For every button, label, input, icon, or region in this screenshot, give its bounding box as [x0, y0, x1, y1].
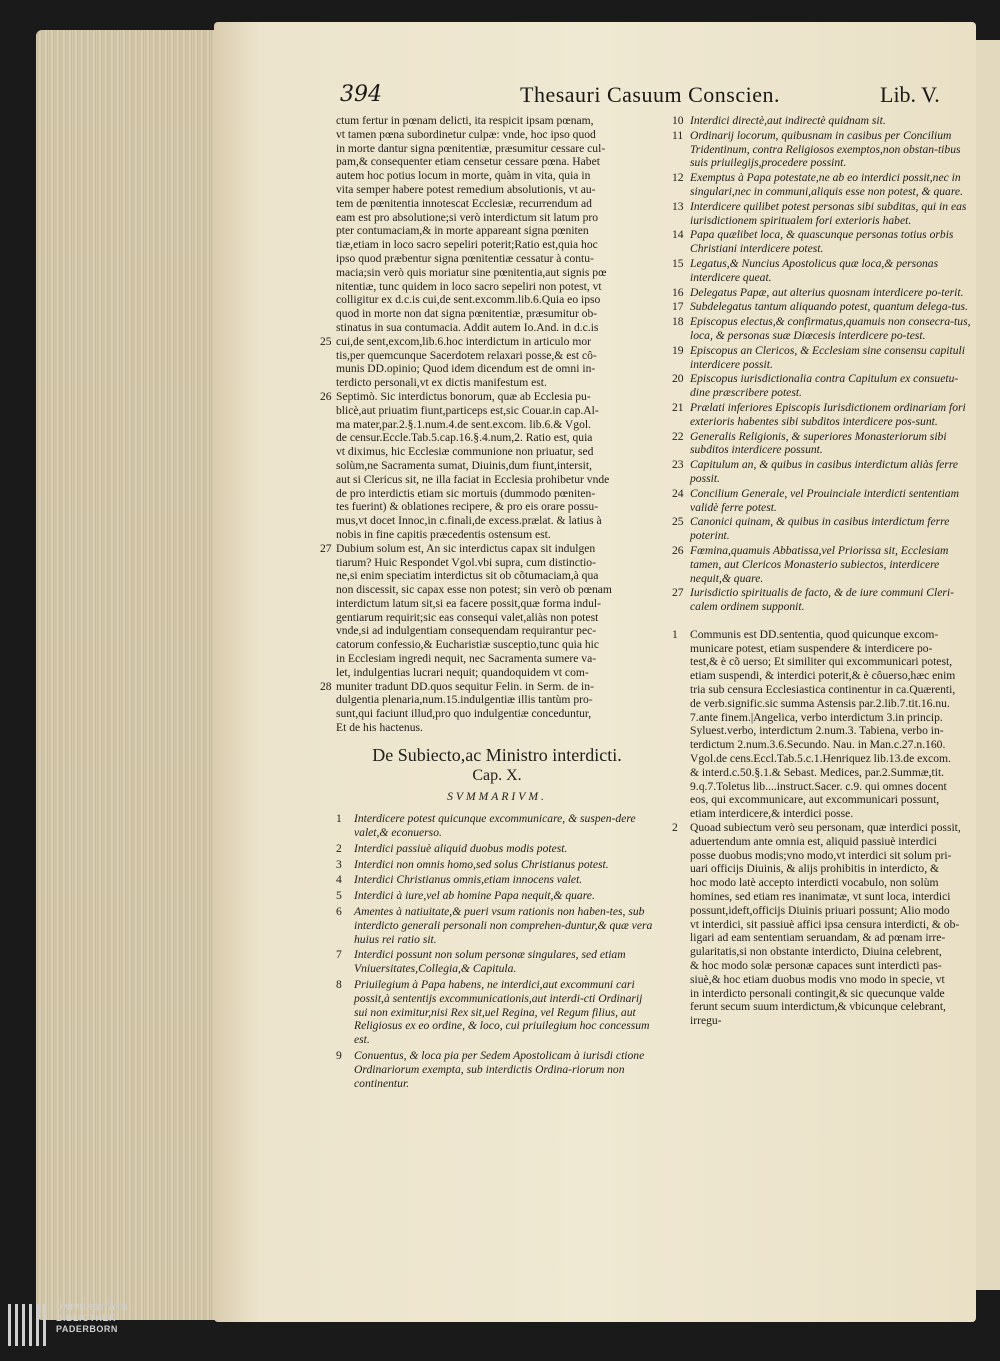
- text-line: nitentiæ, tunc quidem in loco sacro sepeliri non potest, vt: [336, 279, 602, 293]
- text-line: tis,per quemcunque Sacerdotem relaxari posse,& est cô-: [336, 348, 597, 362]
- text-line: vita semper habere potest remedium absolutionis, vt au-: [336, 182, 596, 196]
- item-number: 10: [672, 114, 684, 127]
- text-line: test,& è cõ uerso; Et similiter qui excommunicari potest,: [690, 655, 953, 669]
- text-line: munis DD.opinio; Quod idem dicendum est de omni in-: [336, 362, 596, 376]
- item-number: 24: [672, 486, 684, 500]
- text-line: stinatus in sua contumacia. Addit autem Io.And. in d.c.is: [336, 320, 599, 334]
- text-line: de verb.signific.sic summa Astensis par.2.lib.7.tit.16.nu.: [690, 696, 950, 710]
- summary-item: [672, 129, 972, 170]
- text-line: mus,vt docet Innoc,in c.finali,de excess.prælat. & latius à: [336, 514, 602, 528]
- text-line: & interd.c.50.§.1.& Sebast. Medices, par.2.Summæ,tit.: [690, 765, 945, 779]
- item-text: Interdici non omnis homo,sed solus Christianus potest.: [354, 857, 609, 871]
- margin-number: 1: [672, 627, 678, 641]
- margin-number: 2: [672, 821, 678, 835]
- summary-item: [336, 948, 658, 976]
- text-line: Dubium solum est, An sic interdictus capax sit indulgen: [336, 541, 596, 555]
- item-number: 12: [672, 171, 684, 185]
- item-text: Papa quælibet loca, & quascunque personas totius orbis Christiani interdicere potest.: [690, 228, 954, 256]
- text-line: tes fuerint) & oblationes recipere, & pro eis orare possu-: [336, 500, 599, 514]
- summary-item: [672, 515, 972, 543]
- summary-item: [672, 200, 972, 228]
- item-text: Interdicere quilibet potest personas sibi subditas, qui in eas iurisdictionem spiritualem fori exterioris habet.: [690, 199, 967, 227]
- page-header: [340, 82, 960, 116]
- item-number: 22: [672, 429, 684, 443]
- text-line: terdictum 2.num.3.6.Secundo. Nau. in Man.c.27.n.160.: [690, 738, 946, 752]
- item-text: Prælati inferiores Episcopis Iurisdictionem ordinariam fori exterioris habentes sibi subditos interdicere pos-sunt.: [690, 400, 966, 428]
- text-line: catorum confessio,& Eucharistiæ susceptio,tunc quia hic: [336, 638, 600, 652]
- book-page: [214, 22, 976, 1322]
- item-number: 27: [672, 586, 684, 600]
- item-text: Episcopus electus,& confirmatus,quamuis non consecra-tus, loca, & personas suæ Diœcesis interdicere po-test.: [690, 315, 971, 342]
- text-line: possunt,ideft,officijs Diuinis priuari possunt; Alio modo: [690, 903, 950, 917]
- summary-item: [336, 812, 658, 840]
- summary-item: [672, 257, 972, 285]
- stamp-line-3: PADERBORN: [56, 1324, 118, 1334]
- summary-item: [672, 228, 972, 256]
- text-line: in Ecclesiam ingredi nequit, nec Sacramenta sumere va-: [336, 652, 597, 666]
- summary-item: [336, 905, 658, 946]
- book-label: Lib. V.: [880, 82, 940, 107]
- summary-item: [672, 458, 972, 486]
- summary-item: [672, 286, 972, 300]
- text-line: tria sub censura Ecclesiastica continentur in ca.Quærenti,: [690, 683, 956, 697]
- item-number: 5: [336, 889, 342, 903]
- text-line: tem de pœnitentia innotescat Ecclesiæ, recurrendum ad: [336, 196, 592, 210]
- item-number: 17: [672, 300, 684, 314]
- item-text: Episcopus iurisdictionalia contra Capitulum ex consuetu-dine præscribere potest.: [690, 372, 959, 400]
- library-name: [56, 1302, 132, 1335]
- item-text: Concilium Generale, vel Prouinciale interdicti sententiam validè ferre potest.: [690, 486, 959, 514]
- text-line: autem hoc potius locum in morte, quàm in vita, quia in: [336, 169, 591, 183]
- item-text: Interdici directè,aut indirectè quidnam sit.: [690, 114, 886, 127]
- text-line: Vgol.de cens.Eccl.Tab.5.c.1.Henriquez lib.13.de excom.: [690, 752, 951, 766]
- item-text: Exemptus à Papa potestate,ne ab eo interdici possit,nec in singulari,nec in communi,aliquis esse non potest, & quare.: [690, 171, 963, 198]
- summary-item: [672, 315, 972, 343]
- margin-number: 26: [320, 390, 332, 403]
- summary-item: [336, 889, 658, 903]
- item-number: 18: [672, 315, 684, 329]
- item-number: 25: [672, 515, 684, 529]
- text-line: Quoad subiectum verò seu personam, quæ interdici possit,: [690, 821, 961, 835]
- text-line: interdictum latum sit,si ea facere possit,quæ forma indul-: [336, 596, 601, 610]
- item-text: Interdicere potest quicunque excommunicare, & suspen-dere valet,& econuerso.: [354, 812, 636, 840]
- summary-item: [672, 114, 972, 128]
- library-logo: [8, 1304, 48, 1346]
- text-line: vt interdici, sit passiuè affici ipsa censura interdicti, & ob-: [690, 917, 960, 931]
- summary-item: [672, 344, 972, 372]
- text-line: ferunt secum suum interdictum,& vbicunque celebrant,: [690, 1000, 946, 1014]
- text-line: Et de his hactenus.: [336, 721, 423, 735]
- text-line: cui,de sent,excom,lib.6.hoc interdictum in articulo mor: [336, 334, 591, 348]
- text-line: ma mater,par.2.§.1.num.4.de sent.excom. lib.6.& Vgol.: [336, 417, 591, 431]
- text-line: municare potest, etiam suspendere & interdicere po-: [690, 641, 933, 655]
- item-text: Interdici possunt non solum personæ singulares, sed etiam Vniuersitates,Collegia,& Capitula.: [354, 948, 626, 976]
- text-line: dulgentia plenaria,num.15.indulgentiæ illis tantùm pro-: [336, 693, 593, 707]
- text-line: de pro interdictis etiam sic mortuis (dummodo pœniten-: [336, 486, 596, 500]
- text-line: etiam interdicere,& interdici posse.: [690, 807, 854, 821]
- text-line: vt diximus, hic Ecclesiæ communione non priuatur, sed: [336, 445, 594, 459]
- item-text: Delegatus Papæ, aut alterius quosnam interdicere po-terit.: [690, 285, 964, 299]
- item-text: Subdelegatus tantum aliquando potest, quantum delega-tus.: [690, 300, 968, 314]
- margin-number: 25: [320, 334, 332, 348]
- item-number: 6: [336, 905, 342, 919]
- summary-item: [672, 544, 972, 585]
- text-line: sunt,qui faciunt illud,pro quo indulgentiæ conceduntur,: [336, 707, 592, 721]
- text-line: let, indulgentias lucrari nequit; quandoquidem vt com-: [336, 665, 589, 679]
- item-text: Generalis Religionis, & superiores Monasteriorum sibi subditos interdicere possunt.: [690, 429, 947, 457]
- stamp-line-2: BIBLIOTHEK: [56, 1313, 116, 1323]
- item-text: Priuilegium à Papa habens, ne interdici,aut excommuni cari possit,à sententijs excommunicationis,aut interdi-cti Ordinarij sui non eximitur,nisi Rex sit,uel Regina, vel Regum filius, aut Religiosus ex eo ordine, & loco, cui priuilegium hoc concessum est.: [354, 978, 650, 1047]
- text-line: vt tamen pœna subordinetur culpæ: vnde, hoc ipso quod: [336, 127, 596, 141]
- item-number: 16: [672, 285, 684, 299]
- margin-number: 28: [320, 679, 332, 693]
- right-column: [672, 114, 972, 1028]
- text-line: 9.q.7.Toletus lib....instruct.Sacer. c.9. qui omnes docent: [690, 779, 947, 793]
- text-line: vnde,si ad indulgentiam consequendam requirantur pec-: [336, 624, 597, 638]
- summary-item: [336, 873, 658, 887]
- text-line: etiam suspendi, & interdici poterit,& è côuerso,hæc enim: [690, 669, 956, 683]
- summary-item: [672, 487, 972, 515]
- text-line: & hoc modo solæ personæ capaces sunt interdicti pas-: [690, 959, 942, 973]
- margin-number: 27: [320, 541, 332, 555]
- item-number: 7: [336, 948, 342, 962]
- text-line: aduertendum ante omnia est, aliquid passiuè interdici: [690, 834, 937, 848]
- text-line: homines, sed etiam res inanimatæ, vt sunt loca, interdici: [690, 890, 951, 904]
- item-number: 4: [336, 873, 342, 887]
- stamp-line-1: UNIVERSITÄTS-: [56, 1302, 132, 1312]
- summary-item: [672, 300, 972, 314]
- item-text: Interdici Christianus omnis,etiam innocens valet.: [354, 873, 583, 887]
- text-line: tiæ,etiam in loco sacro sepeliri poterit;Ratio est,quia hoc: [336, 238, 598, 252]
- summary-item: [672, 372, 972, 400]
- item-text: Fœmina,quamuis Abbatissa,vel Priorissa sit, Ecclesiam tamen, aut Clericos Monasterio subiectos, interdicere nequit,& quare.: [690, 543, 949, 585]
- body-text: [672, 628, 972, 1028]
- text-line: uari officijs Diuinis, & alijs prohibitis in interdicto, &: [690, 862, 940, 876]
- summary-item: [336, 1049, 658, 1090]
- text-line: nobis in fine capitis præcedentis ostensum est.: [336, 527, 551, 541]
- item-text: Iurisdictio spiritualis de facto, & de iure communi Cleri-calem ordinem supponit.: [690, 586, 954, 614]
- item-number: 11: [672, 128, 684, 142]
- summary-item: [672, 586, 972, 614]
- text-line: blicè,aut priuatim fiunt,particeps est,sic Couar.in cap.Al-: [336, 403, 599, 417]
- text-line: terdicto personali,vt ex dictis manifestum est.: [336, 376, 547, 390]
- text-line: siuè,& hoc etiam duobus modis vno modo in specie, vt: [690, 972, 945, 986]
- text-line: ligari ad eam sententiam seruandam, & ad pœnam irre-: [690, 931, 946, 945]
- text-line: muniter tradunt DD.quos sequitur Felin. in Serm. de in-: [336, 679, 594, 693]
- text-line: posse duobus modis;vno modo,vt interdici sit solum pri-: [690, 848, 952, 862]
- text-line: non discessit, sic capax esse non potest; sin verò ob pœnam: [336, 583, 612, 597]
- item-number: 21: [672, 400, 684, 414]
- text-line: quod in morte non dat signa pœnitentiæ, præsumitur ob-: [336, 307, 598, 321]
- item-number: 23: [672, 458, 684, 472]
- summary-heading: SVMMARIVM.: [447, 790, 547, 804]
- item-text: Interdici passiuè aliquid duobus modis potest.: [354, 841, 568, 855]
- item-text: Conuentus, & loca pia per Sedem Apostolicam à iurisdi ctione Ordinariorum exempta, sub interdictis Ordina-riorum non continentur.: [354, 1049, 645, 1090]
- text-line: pam,& consequenter etiam censetur cessare pœna. Habet: [336, 155, 600, 169]
- text-line: gentiarum requirit;sic eas consequi valet,aliàs non potest: [336, 610, 599, 624]
- item-number: 8: [336, 978, 342, 992]
- text-line: hoc modo latè accepto interdicti vocabulo, non solùm: [690, 876, 939, 890]
- page-number: 394: [340, 82, 382, 107]
- text-line: 7.ante finem.|Angelica, verbo interdictum 3.in princip.: [690, 710, 943, 724]
- item-number: 15: [672, 256, 684, 270]
- text-line: irregu-: [690, 1014, 722, 1028]
- text-line: eam est pro absolutione;si verò interdictum sit latum pro: [336, 210, 599, 224]
- book-page-edges: [36, 30, 226, 1320]
- text-line: solùm,ne Sacramenta sumat, Diuinis,dum fiunt,intersit,: [336, 458, 592, 472]
- text-line: in interdicto personali contingit,& sic quecunque valde: [690, 986, 945, 1000]
- summary-item: [336, 842, 658, 856]
- summary-item: [336, 978, 658, 1047]
- item-text: Ordinarij locorum, quibusnam in casibus per Concilium Tridentinum, contra Religiosos exemptos,non obstan-tibus suis priuilegijs,procedere possint.: [690, 128, 961, 170]
- summary-item: [672, 171, 972, 199]
- text-line: tiarum? Huic Respondet Vgol.vbi supra, cum distinctio-: [336, 555, 596, 569]
- summary-item: [672, 430, 972, 458]
- item-number: 2: [336, 841, 342, 855]
- text-line: ctum fertur in pœnam delicti, ita respicit ipsam pœnam,: [336, 114, 594, 127]
- text-line: macia;sin verò quis moriatur sine pœnitentia,aut signis pœ: [336, 265, 607, 279]
- summary-item: [672, 401, 972, 429]
- text-line: ipso quod præbentur signa pœnitentiæ cessatur à contu-: [336, 251, 594, 265]
- item-number: 26: [672, 543, 684, 557]
- item-text: Legatus,& Nuncius Apostolicus quæ loca,& personas interdicere queat.: [690, 256, 939, 284]
- running-title: Thesauri Casuum Conscien.: [520, 82, 780, 107]
- item-number: 3: [336, 857, 342, 871]
- text-line: pter contumaciam,& in morte appareant signa pœniten: [336, 224, 589, 238]
- text-line: in morte dantur signa pœnitentiæ, præsumitur cessare cul-: [336, 141, 606, 155]
- text-line: eos, qui excommunicare, aut excommunicari possunt,: [690, 793, 940, 807]
- text-line: de censur.Eccle.Tab.5.cap.16.§.4.num,2. Ratio est, quia: [336, 431, 593, 445]
- item-number: 13: [672, 199, 684, 213]
- item-text: Interdici à iure,vel ab homine Papa nequit,& quare.: [354, 889, 595, 903]
- item-text: Canonici quinam, & quibus in casibus interdictum ferre poterint.: [690, 515, 950, 543]
- item-number: 14: [672, 228, 684, 242]
- text-line: aut si Clericus sit, ne illa faciat in Ecclesia prohibetur vnde: [336, 472, 610, 486]
- text-line: Syluest.verbo, interdictum 2.num.3. Tabiena, verbo in-: [690, 724, 944, 738]
- text-line: gularitatis,si non obstante interdicto, Diuina celebrent,: [690, 945, 942, 959]
- text-line: Septimò. Sic interdictus bonorum, quæ ab Ecclesia pu-: [336, 389, 591, 403]
- left-column: [320, 114, 658, 1092]
- library-stamp: [8, 1300, 168, 1350]
- item-number: 20: [672, 372, 684, 386]
- item-number: 9: [336, 1049, 342, 1062]
- chapter-number: Cap. X.: [472, 766, 522, 784]
- chapter-title: De Subiecto,ac Ministro interdicti.: [372, 744, 622, 765]
- summary-item: [336, 858, 658, 872]
- text-line: Communis est DD.sententia, quod quicunque excom-: [690, 627, 939, 641]
- text-line: colligitur ex d.c.is cui,de sent.excomm.lib.6.Quia eo ipso: [336, 293, 601, 307]
- item-text: Episcopus an Clericos, & Ecclesiam sine consensu capituli interdicere possit.: [690, 343, 965, 371]
- item-number: 1: [336, 812, 342, 826]
- text-line: ne,si enim speciatim interdictus sit ob cõtumaciam,à qua: [336, 569, 599, 583]
- item-text: Amentes à natiuitate,& pueri vsum rationis non haben-tes, sub interdicto generali personali non comprehen-duntur,& quæ vera huius rei ratio sit.: [354, 905, 653, 946]
- item-number: 19: [672, 343, 684, 357]
- item-text: Capitulum an, & quibus in casibus interdictum aliàs ferre possit.: [690, 458, 959, 485]
